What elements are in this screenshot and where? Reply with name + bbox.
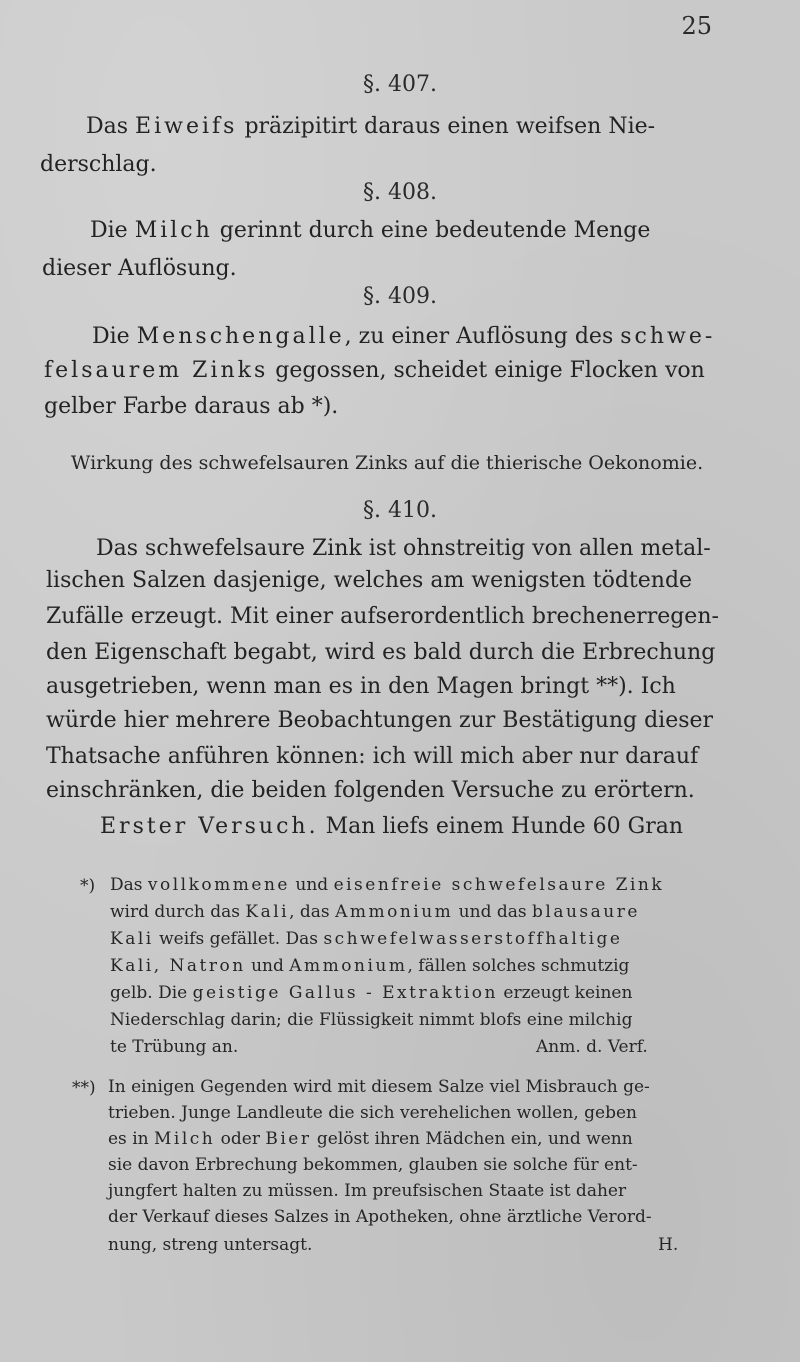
footnote-mark: **) [72, 1078, 96, 1098]
footnote-line: wird durch das Kali, das Ammonium und das blausaure [110, 902, 640, 922]
paragraph-line: Die Milch gerinnt durch eine bedeutende Menge [90, 218, 651, 243]
footnote-line: nung, streng untersagt. [108, 1235, 313, 1255]
section-heading-409: §. 409. [363, 284, 437, 309]
page-number: 25 [681, 12, 712, 40]
paragraph-line: dieser Auflösung. [42, 256, 237, 281]
footnote-line: Kali, Natron und Ammonium, fällen solches schmutzig [110, 956, 630, 976]
footnote-line: der Verkauf dieses Salzes in Apotheken, ohne ärztliche Verord- [108, 1207, 652, 1227]
paragraph-line: Die Menschengalle, zu einer Auflösung des schwe- [92, 324, 716, 349]
paragraph-line: ausgetrieben, wenn man es in den Magen bringt **). Ich [46, 674, 676, 699]
footnote-line: Kali weifs gefället. Das schwefelwasserstoffhaltige [110, 929, 623, 949]
section-heading-407: §. 407. [363, 72, 437, 97]
footnote-line: jungfert halten zu müssen. Im preufsischen Staate ist daher [108, 1181, 627, 1201]
footnote-signature: H. [658, 1235, 679, 1255]
paragraph-line: Erster Versuch. Man liefs einem Hunde 60 Gran [100, 814, 683, 839]
footnote-signature: Anm. d. Verf. [536, 1037, 648, 1057]
footnote-line: Niederschlag darin; die Flüssigkeit nimmt blofs eine milchig [110, 1010, 633, 1030]
paragraph-line: Das schwefelsaure Zink ist ohnstreitig von allen metal- [96, 536, 711, 561]
paragraph-line: derschlag. [40, 152, 157, 177]
paragraph-line: Zufälle erzeugt. Mit einer aufserordentlich brechenerregen- [46, 604, 719, 629]
paragraph-line: den Eigenschaft begabt, wird es bald durch die Erbrechung [46, 640, 716, 665]
paragraph-line: würde hier mehrere Beobachtungen zur Bestätigung dieser [46, 708, 714, 733]
paragraph-line: Das Eiweifs präzipitirt daraus einen weifsen Nie- [86, 114, 656, 139]
paragraph-line: Thatsache anführen können: ich will mich aber nur darauf [46, 744, 699, 769]
footnote-line: Das vollkommene und eisenfreie schwefelsaure Zink [110, 875, 665, 895]
footnote-line: In einigen Gegenden wird mit diesem Salze viel Misbrauch ge- [108, 1077, 650, 1097]
paragraph-line: lischen Salzen dasjenige, welches am wenigsten tödtende [46, 568, 693, 593]
chapter-subheading: Wirkung des schwefelsauren Zinks auf die thierische Oekonomie. [70, 452, 704, 474]
footnote-line: gelb. Die geistige Gallus - Extraktion erzeugt keinen [110, 983, 633, 1003]
footnote-line: te Trübung an. [110, 1037, 239, 1057]
footnote-line: trieben. Junge Landleute die sich verehelichen wollen, geben [108, 1103, 637, 1123]
paragraph-line: gelber Farbe daraus ab *). [44, 394, 339, 419]
footnote-mark: *) [80, 876, 96, 896]
section-heading-408: §. 408. [363, 180, 437, 205]
section-heading-410: §. 410. [363, 498, 437, 523]
footnote-line: es in Milch oder Bier gelöst ihren Mädchen ein, und wenn [108, 1129, 633, 1149]
footnote-line: sie davon Erbrechung bekommen, glauben sie solche für ent- [108, 1155, 638, 1175]
paragraph-line: felsaurem Zinks gegossen, scheidet einige Flocken von [44, 358, 705, 383]
paragraph-line: einschränken, die beiden folgenden Versuche zu erörtern. [46, 778, 695, 803]
